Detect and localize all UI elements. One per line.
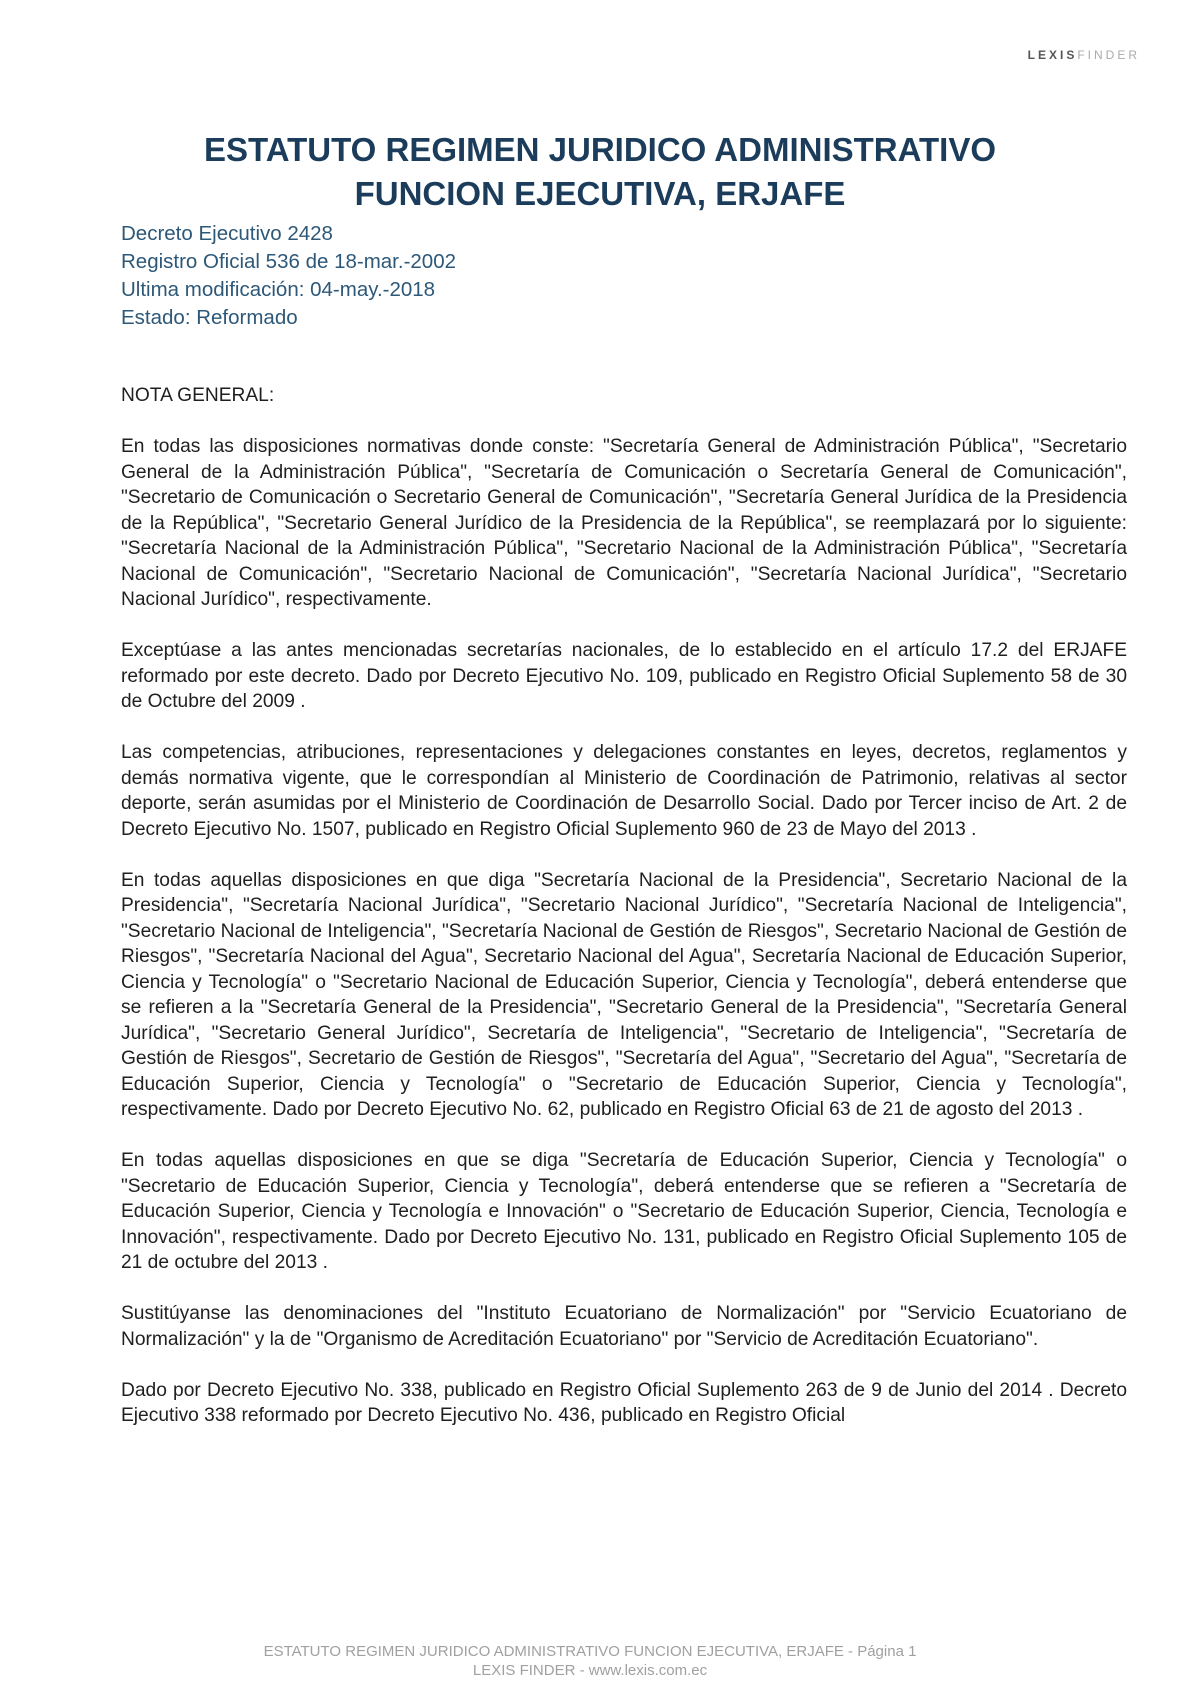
page-footer (0, 1642, 1180, 1680)
footer-page-label: ESTATUTO REGIMEN JURIDICO ADMINISTRATIVO FUNCION EJECUTIVA, ERJAFE - Página 1 (263, 1643, 917, 1660)
meta-decree: Decreto Ejecutivo 2428 (121, 222, 333, 245)
nota-general-heading: NOTA GENERAL: (121, 385, 275, 406)
document-meta (121, 220, 1021, 332)
paragraph-2: Exceptúase a las antes mencionadas secretarías nacionales, de lo establecido en el artículo 17.2 del ERJAFE reformado por este decreto. Dado por Decreto Ejecutivo No. 109, publicado en Registro Oficial Suplemento 58 de 30 de Octubre del 2009 . (121, 640, 1127, 712)
brand-logo (1028, 48, 1140, 62)
paragraph-7: Dado por Decreto Ejecutivo No. 338, publicado en Registro Oficial Suplemento 263 de 9 de Junio del 2014 . Decreto Ejecutivo 338 reformado por Decreto Ejecutivo No. 436, publicado en Registro Oficial (121, 1379, 1127, 1426)
document-body (121, 383, 1127, 1454)
meta-registry: Registro Oficial 536 de 18-mar.-2002 (121, 250, 457, 273)
paragraph-6: Sustitúyanse las denominaciones del "Instituto Ecuatoriano de Normalización" por "Servicio Ecuatoriano de Normalización" y la de "Organismo de Acreditación Ecuatoriano" por "Servicio de Acreditación Ecuatoriano". (121, 1303, 1127, 1350)
document-title-line2: FUNCION EJECUTIVA, ERJAFE (354, 175, 846, 212)
meta-last-modified: Ultima modificación: 04-may.-2018 (121, 278, 436, 301)
paragraph-1: En todas las disposiciones normativas donde conste: "Secretaría General de Administración Pública", "Secretario General de la Administración Pública", "Secretaría de Comunicación o Secretaría General de Comunicación", "Secretario de Comunicación o Secretario General de Comunicación", "Secretaría General Jurídica de la Presidencia de la República", "Secretario General Jurídico de la Presidencia de la República", se reemplazará por lo siguiente: "Secretaría Nacional de la Administración Pública", "Secretario Nacional de la Administración Pública", "Secretaría Nacional de Comunicación", "Secretario Nacional de Comunicación", "Secretaría Nacional Jurídica", "Secretario Nacional Jurídico", respectivamente. (121, 436, 1127, 610)
footer-site-link[interactable]: LEXIS FINDER - www.lexis.com.ec (472, 1662, 708, 1679)
brand-logo-part1: LEXIS (1027, 48, 1078, 62)
document-title-line1: ESTATUTO REGIMEN JURIDICO ADMINISTRATIVO (203, 131, 997, 168)
document-title (100, 128, 1100, 216)
brand-logo-part2: FINDER (1077, 48, 1140, 62)
paragraph-3: Las competencias, atribuciones, representaciones y delegaciones constantes en leyes, decretos, reglamentos y demás normativa vigente, que le correspondían al Ministerio de Coordinación de Patrimonio, relativas al sector deporte, serán asumidas por el Ministerio de Coordinación de Desarrollo Social. Dado por Tercer inciso de Art. 2 de Decreto Ejecutivo No. 1507, publicado en Registro Oficial Suplemento 960 de 23 de Mayo del 2013 . (121, 742, 1127, 840)
paragraph-4: En todas aquellas disposiciones en que diga "Secretaría Nacional de la Presidencia", Secretario Nacional de la Presidencia", "Secretaría Nacional Jurídica", "Secretario Nacional Jurídico", "Secretaría Nacional de Inteligencia", "Secretario Nacional de Inteligencia", "Secretaría Nacional de Gestión de Riesgos", Secretario Nacional de Gestión de Riesgos", "Secretaría Nacional del Agua", Secretario Nacional del Agua", Secretaría Nacional de Educación Superior, Ciencia y Tecnología" o "Secretario Nacional de Educación Superior, Ciencia y Tecnología", deberá entenderse que se refieren a la "Secretaría General de la Presidencia", "Secretario General de la Presidencia", "Secretaría General Jurídica", "Secretario General Jurídico", Secretaría de Inteligencia", "Secretario de Inteligencia", "Secretaría de Gestión de Riesgos", Secretario de Gestión de Riesgos", "Secretaría del Agua", "Secretario del Agua", "Secretaría de Educación Superior, Ciencia y Tecnología" o "Secretario de Educación Superior, Ciencia y Tecnología", respectivamente. Dado por Decreto Ejecutivo No. 62, publicado en Registro Oficial 63 de 21 de agosto del 2013 . (121, 869, 1127, 1120)
paragraph-5: En todas aquellas disposiciones en que se diga "Secretaría de Educación Superior, Ciencia y Tecnología" o "Secretario de Educación Superior, Ciencia y Tecnología", deberá entenderse que se refieren a "Secretaría de Educación Superior, Ciencia y Tecnología e Innovación" o "Secretario de Educación Superior, Ciencia, Tecnología e Innovación", respectivamente. Dado por Decreto Ejecutivo No. 131, publicado en Registro Oficial Suplemento 105 de 21 de octubre del 2013 . (121, 1150, 1127, 1273)
meta-status: Estado: Reformado (121, 306, 298, 329)
